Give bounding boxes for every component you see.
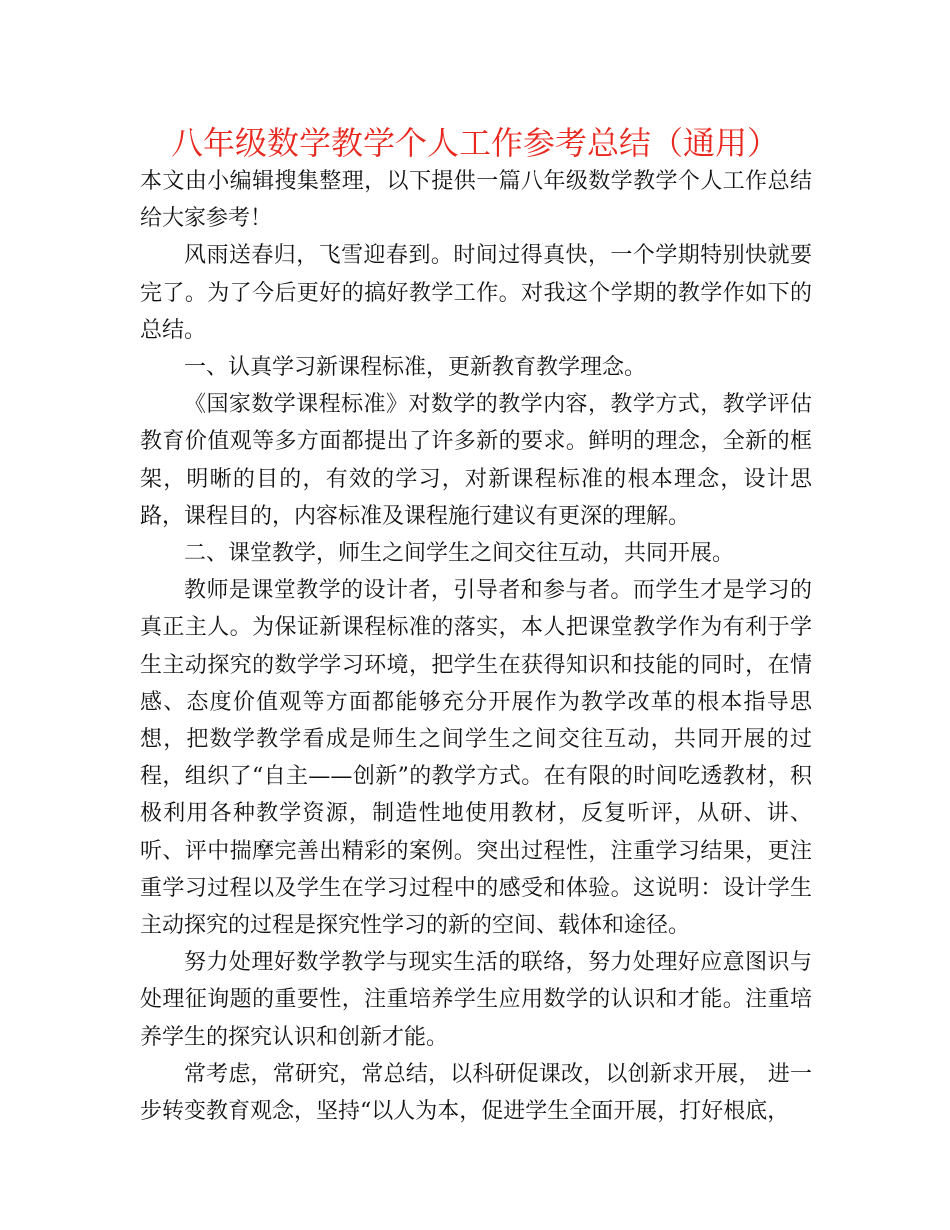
section-2-paragraph: 教师是课堂教学的设计者，引导者和参与者。而学生才是学习的真正主人。为保证新课程标准的落实，本人把课堂教学作为有利于学生主动探究的数学学习环境，把学生在获得知识和技能的同时，在情感、态度价值观等方面都能够充分开展作为教学改革的根本指导思想，把数学教学看成是师生之间学生之间交往互动，共同开展的过程，组织了“自主——创新”的教学方式。在有限的时间吃透教材，积极利用各种教学资源，制造性地使用教材，反复听评，从研、讲、听、评中揣摩完善出精彩的案例。突出过程性，注重学习结果，更注重学习过程以及学生在学习过程中的感受和体验。这说明：设计学生主动探究的过程是探究性学习的新的空间、载体和途径。: [140, 578, 812, 939]
document-body: [140, 163, 812, 1130]
opening-paragraph: 风雨送春归，飞雪迎春到。时间过得真快，一个学期特别快就要完了。为了今后更好的搞好教学工作。对我这个学期的教学作如下的总结。: [140, 243, 812, 343]
document-title: 八年级数学教学个人工作参考总结（通用）: [170, 124, 779, 162]
section-heading-2: 二、课堂教学，师生之间学生之间交往互动，共同开展。: [184, 541, 735, 567]
body-paragraph: 努力处理好数学教学与现实生活的联络，努力处理好应意图识与处理征询题的重要性，注重培养学生应用数学的认识和才能。注重培养学生的探究认识和创新才能。: [140, 950, 812, 1050]
body-paragraph: 常考虑，常研究，常总结，以科研促课改，以创新求开展， 进一步转变教育观念，坚持“以人为本，促进学生全面开展，打好根底，: [140, 1061, 812, 1125]
intro-paragraph: 本文由小编辑搜集整理，以下提供一篇八年级数学教学个人工作总结给大家参考！: [140, 169, 812, 232]
section-1-paragraph: 《国家数学课程标准》对数学的教学内容，教学方式，教学评估教育价值观等多方面都提出了许多新的要求。鲜明的理念，全新的框架，明晰的目的，有效的学习，对新课程标准的根本理念，设计思路，课程目的，内容标准及课程施行建议有更深的理解。: [140, 392, 812, 529]
section-heading-1: 一、认真学习新课程标准，更新教育教学理念。: [184, 355, 647, 381]
